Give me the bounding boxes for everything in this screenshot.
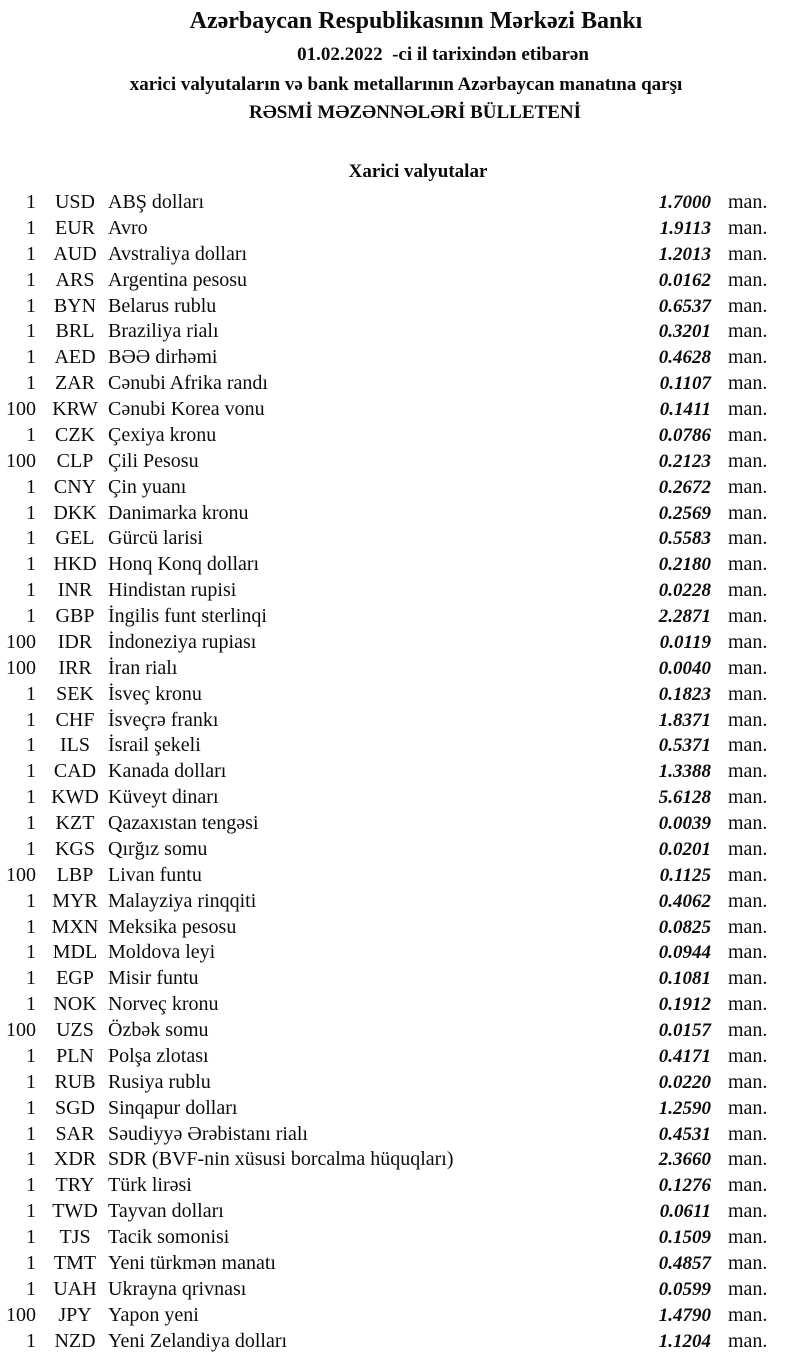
currency-code-cell: TWD [46, 1199, 104, 1225]
unit-cell: man. [728, 268, 772, 294]
quantity-cell: 1 [0, 345, 36, 371]
rate-value-cell: 0.1411 [660, 397, 711, 423]
currency-code-cell: BYN [46, 294, 104, 320]
unit-cell: man. [728, 1096, 772, 1122]
table-row [0, 1070, 800, 1096]
currency-code-cell: TJS [46, 1225, 104, 1251]
currency-code-cell: INR [46, 578, 104, 604]
currency-code-cell: NOK [46, 992, 104, 1018]
quantity-cell: 1 [0, 811, 36, 837]
table-row [0, 242, 800, 268]
rate-value-cell: 0.0944 [659, 940, 711, 966]
currency-name-cell: İran rialı [108, 656, 659, 682]
table-row [0, 526, 800, 552]
quantity-cell: 1 [0, 1147, 36, 1173]
table-row [0, 578, 800, 604]
unit-cell: man. [728, 1225, 772, 1251]
currency-name-cell: İsveç kronu [108, 682, 659, 708]
currency-code-cell: AED [46, 345, 104, 371]
currency-code-cell: EUR [46, 216, 104, 242]
quantity-cell: 1 [0, 526, 36, 552]
table-row [0, 1303, 800, 1329]
quantity-cell: 1 [0, 759, 36, 785]
table-row [0, 1096, 800, 1122]
table-row [0, 1044, 800, 1070]
quantity-cell: 1 [0, 242, 36, 268]
unit-cell: man. [728, 449, 772, 475]
rate-value-cell: 0.4628 [659, 345, 711, 371]
quantity-cell: 1 [0, 319, 36, 345]
quantity-cell: 1 [0, 915, 36, 941]
table-row [0, 1173, 800, 1199]
table-row [0, 992, 800, 1018]
rate-value-cell: 0.0228 [659, 578, 711, 604]
currency-name-cell: Malayziya rinqqiti [108, 889, 659, 915]
currency-name-cell: Ukrayna qrivnası [108, 1277, 659, 1303]
table-row [0, 371, 800, 397]
currency-code-cell: KRW [46, 397, 104, 423]
rate-value-cell: 0.1276 [659, 1173, 711, 1199]
rate-value-cell: 0.6537 [659, 294, 711, 320]
rate-value-cell: 0.2123 [659, 449, 711, 475]
unit-cell: man. [728, 630, 772, 656]
rate-value-cell: 0.0611 [660, 1199, 711, 1225]
currency-code-cell: XDR [46, 1147, 104, 1173]
rate-value-cell: 0.4531 [659, 1122, 711, 1148]
currency-name-cell: İndoneziya rupiası [108, 630, 660, 656]
rate-value-cell: 1.7000 [659, 190, 711, 216]
table-row [0, 759, 800, 785]
quantity-cell: 1 [0, 1044, 36, 1070]
currency-name-cell: İngilis funt sterlinqi [108, 604, 659, 630]
currency-code-cell: CNY [46, 475, 104, 501]
rate-value-cell: 0.4062 [659, 889, 711, 915]
quantity-cell: 1 [0, 940, 36, 966]
rate-value-cell: 1.8371 [659, 708, 711, 734]
rate-value-cell: 0.0201 [659, 837, 711, 863]
currency-name-cell: Polşa zlotası [108, 1044, 659, 1070]
quantity-cell: 1 [0, 268, 36, 294]
quantity-cell: 1 [0, 216, 36, 242]
unit-cell: man. [728, 397, 772, 423]
rate-value-cell: 0.0786 [659, 423, 711, 449]
currency-name-cell: Danimarka kronu [108, 501, 659, 527]
unit-cell: man. [728, 1173, 772, 1199]
table-row [0, 294, 800, 320]
unit-cell: man. [728, 475, 772, 501]
currency-name-cell: Çexiya kronu [108, 423, 659, 449]
currency-code-cell: ZAR [46, 371, 104, 397]
currency-name-cell: Cənubi Afrika randı [108, 371, 660, 397]
rate-value-cell: 0.0040 [659, 656, 711, 682]
currency-name-cell: Hindistan rupisi [108, 578, 659, 604]
rate-value-cell: 0.5583 [659, 526, 711, 552]
unit-cell: man. [728, 940, 772, 966]
currency-code-cell: TMT [46, 1251, 104, 1277]
currency-name-cell: Moldova leyi [108, 940, 659, 966]
table-row [0, 1329, 800, 1354]
currency-name-cell: Tayvan dolları [108, 1199, 660, 1225]
table-row [0, 837, 800, 863]
currency-name-cell: Meksika pesosu [108, 915, 659, 941]
rate-value-cell: 1.9113 [660, 216, 711, 242]
table-row [0, 268, 800, 294]
rates-table [0, 190, 800, 1354]
currency-code-cell: HKD [46, 552, 104, 578]
unit-cell: man. [728, 604, 772, 630]
bulletin-title: RƏSMİ MƏZƏNNƏLƏRİ BÜLLETENİ [15, 102, 800, 124]
unit-cell: man. [728, 889, 772, 915]
table-row [0, 708, 800, 734]
rate-value-cell: 0.4857 [659, 1251, 711, 1277]
currency-code-cell: KZT [46, 811, 104, 837]
currency-code-cell: AUD [46, 242, 104, 268]
unit-cell: man. [728, 1199, 772, 1225]
currency-code-cell: DKK [46, 501, 104, 527]
table-row [0, 501, 800, 527]
rate-value-cell: 0.1125 [660, 863, 711, 889]
rate-value-cell: 0.0039 [659, 811, 711, 837]
table-row [0, 449, 800, 475]
quantity-cell: 1 [0, 501, 36, 527]
quantity-cell: 100 [0, 449, 36, 475]
currency-code-cell: JPY [46, 1303, 104, 1329]
currency-code-cell: MYR [46, 889, 104, 915]
table-row [0, 889, 800, 915]
quantity-cell: 1 [0, 578, 36, 604]
currency-name-cell: Yeni türkmən manatı [108, 1251, 659, 1277]
unit-cell: man. [728, 966, 772, 992]
unit-cell: man. [728, 1044, 772, 1070]
currency-name-cell: Səudiyyə Ərəbistanı rialı [108, 1122, 659, 1148]
table-row [0, 785, 800, 811]
unit-cell: man. [728, 216, 772, 242]
currency-code-cell: CHF [46, 708, 104, 734]
currency-code-cell: LBP [46, 863, 104, 889]
quantity-cell: 1 [0, 190, 36, 216]
rate-value-cell: 1.2013 [659, 242, 711, 268]
rate-value-cell: 0.2180 [659, 552, 711, 578]
table-row [0, 1147, 800, 1173]
rate-value-cell: 0.0157 [659, 1018, 711, 1044]
currency-name-cell: Küveyt dinarı [108, 785, 659, 811]
bank-title: Azərbaycan Respublikasının Mərkəzi Bankı [16, 8, 800, 35]
quantity-cell: 100 [0, 397, 36, 423]
currency-code-cell: SAR [46, 1122, 104, 1148]
currency-code-cell: NZD [46, 1329, 104, 1354]
quantity-cell: 1 [0, 966, 36, 992]
currency-name-cell: Gürcü larisi [108, 526, 659, 552]
currency-name-cell: İsrail şekeli [108, 733, 659, 759]
currency-name-cell: Çili Pesosu [108, 449, 659, 475]
quantity-cell: 1 [0, 1096, 36, 1122]
unit-cell: man. [728, 759, 772, 785]
effective-date-line: 01.02.2022 -ci il tarixindən etibarən [43, 44, 800, 66]
unit-cell: man. [728, 552, 772, 578]
currency-code-cell: UAH [46, 1277, 104, 1303]
currency-name-cell: Livan funtu [108, 863, 660, 889]
currency-name-cell: Cənubi Korea vonu [108, 397, 660, 423]
unit-cell: man. [728, 190, 772, 216]
currency-name-cell: Belarus rublu [108, 294, 659, 320]
currency-code-cell: GBP [46, 604, 104, 630]
quantity-cell: 1 [0, 889, 36, 915]
unit-cell: man. [728, 526, 772, 552]
table-row [0, 423, 800, 449]
unit-cell: man. [728, 992, 772, 1018]
quantity-cell: 1 [0, 837, 36, 863]
currency-name-cell: Qırğız somu [108, 837, 659, 863]
table-row [0, 190, 800, 216]
quantity-cell: 100 [0, 1018, 36, 1044]
table-row [0, 656, 800, 682]
currency-name-cell: Tacik somonisi [108, 1225, 659, 1251]
currency-name-cell: Kanada dolları [108, 759, 659, 785]
subject-line: xarici valyutaların və bank metallarının Azərbaycan manatına qarşı [6, 74, 800, 96]
unit-cell: man. [728, 733, 772, 759]
currency-code-cell: UZS [46, 1018, 104, 1044]
table-row [0, 1122, 800, 1148]
quantity-cell: 100 [0, 656, 36, 682]
unit-cell: man. [728, 345, 772, 371]
rate-value-cell: 0.1912 [659, 992, 711, 1018]
currency-code-cell: MXN [46, 915, 104, 941]
unit-cell: man. [728, 242, 772, 268]
table-row [0, 1225, 800, 1251]
table-row [0, 630, 800, 656]
rate-value-cell: 0.2672 [659, 475, 711, 501]
unit-cell: man. [728, 1277, 772, 1303]
table-row [0, 1199, 800, 1225]
currency-code-cell: CZK [46, 423, 104, 449]
quantity-cell: 100 [0, 863, 36, 889]
rate-value-cell: 0.0119 [660, 630, 711, 656]
rate-value-cell: 0.1081 [659, 966, 711, 992]
currency-code-cell: KGS [46, 837, 104, 863]
unit-cell: man. [728, 423, 772, 449]
currency-name-cell: Yeni Zelandiya dolları [108, 1329, 659, 1354]
table-row [0, 1251, 800, 1277]
currency-code-cell: BRL [46, 319, 104, 345]
currency-name-cell: Rusiya rublu [108, 1070, 659, 1096]
unit-cell: man. [728, 1303, 772, 1329]
rate-value-cell: 0.0162 [659, 268, 711, 294]
table-row [0, 940, 800, 966]
unit-cell: man. [728, 578, 772, 604]
quantity-cell: 1 [0, 708, 36, 734]
rate-value-cell: 0.1509 [659, 1225, 711, 1251]
currency-code-cell: RUB [46, 1070, 104, 1096]
currency-code-cell: EGP [46, 966, 104, 992]
currency-code-cell: ILS [46, 733, 104, 759]
table-row [0, 682, 800, 708]
currency-code-cell: KWD [46, 785, 104, 811]
currency-name-cell: Braziliya rialı [108, 319, 659, 345]
quantity-cell: 1 [0, 1329, 36, 1354]
quantity-cell: 1 [0, 475, 36, 501]
currency-name-cell: Avstraliya dolları [108, 242, 659, 268]
currency-name-cell: Honq Konq dolları [108, 552, 659, 578]
rate-value-cell: 2.3660 [659, 1147, 711, 1173]
rate-value-cell: 0.1823 [659, 682, 711, 708]
quantity-cell: 1 [0, 1070, 36, 1096]
table-row [0, 811, 800, 837]
unit-cell: man. [728, 1070, 772, 1096]
quantity-cell: 1 [0, 1277, 36, 1303]
section-title-foreign-currencies: Xarici valyutalar [18, 161, 800, 183]
unit-cell: man. [728, 708, 772, 734]
quantity-cell: 1 [0, 552, 36, 578]
quantity-cell: 1 [0, 423, 36, 449]
currency-code-cell: ARS [46, 268, 104, 294]
rate-value-cell: 0.5371 [659, 733, 711, 759]
quantity-cell: 100 [0, 630, 36, 656]
currency-name-cell: BƏƏ dirhəmi [108, 345, 659, 371]
unit-cell: man. [728, 1251, 772, 1277]
currency-name-cell: Çin yuanı [108, 475, 659, 501]
rate-value-cell: 0.3201 [659, 319, 711, 345]
currency-name-cell: Qazaxıstan tengəsi [108, 811, 659, 837]
currency-name-cell: İsveçrə frankı [108, 708, 659, 734]
currency-code-cell: IRR [46, 656, 104, 682]
rate-value-cell: 0.0599 [659, 1277, 711, 1303]
unit-cell: man. [728, 501, 772, 527]
table-row [0, 475, 800, 501]
currency-code-cell: PLN [46, 1044, 104, 1070]
currency-name-cell: Sinqapur dolları [108, 1096, 659, 1122]
quantity-cell: 1 [0, 992, 36, 1018]
currency-name-cell: Yapon yeni [108, 1303, 659, 1329]
currency-name-cell: Türk lirəsi [108, 1173, 659, 1199]
currency-code-cell: GEL [46, 526, 104, 552]
unit-cell: man. [728, 319, 772, 345]
table-row [0, 552, 800, 578]
currency-code-cell: TRY [46, 1173, 104, 1199]
rate-value-cell: 0.1107 [660, 371, 711, 397]
quantity-cell: 1 [0, 294, 36, 320]
currency-name-cell: Misir funtu [108, 966, 659, 992]
table-row [0, 733, 800, 759]
currency-code-cell: SEK [46, 682, 104, 708]
currency-code-cell: CAD [46, 759, 104, 785]
table-row [0, 604, 800, 630]
unit-cell: man. [728, 785, 772, 811]
currency-code-cell: SGD [46, 1096, 104, 1122]
unit-cell: man. [728, 811, 772, 837]
table-row [0, 1277, 800, 1303]
table-row [0, 216, 800, 242]
currency-code-cell: IDR [46, 630, 104, 656]
currency-name-cell: Norveç kronu [108, 992, 659, 1018]
rate-value-cell: 2.2871 [659, 604, 711, 630]
unit-cell: man. [728, 1147, 772, 1173]
quantity-cell: 1 [0, 1225, 36, 1251]
table-row [0, 397, 800, 423]
rate-value-cell: 0.2569 [659, 501, 711, 527]
currency-code-cell: CLP [46, 449, 104, 475]
currency-name-cell: Özbək somu [108, 1018, 659, 1044]
quantity-cell: 1 [0, 604, 36, 630]
quantity-cell: 1 [0, 733, 36, 759]
table-row [0, 915, 800, 941]
rate-value-cell: 5.6128 [659, 785, 711, 811]
rate-value-cell: 0.0825 [659, 915, 711, 941]
quantity-cell: 1 [0, 1199, 36, 1225]
rate-value-cell: 0.4171 [659, 1044, 711, 1070]
currency-name-cell: Argentina pesosu [108, 268, 659, 294]
rate-value-cell: 1.3388 [659, 759, 711, 785]
quantity-cell: 1 [0, 371, 36, 397]
unit-cell: man. [728, 915, 772, 941]
table-row [0, 345, 800, 371]
unit-cell: man. [728, 863, 772, 889]
currency-code-cell: USD [46, 190, 104, 216]
currency-name-cell: SDR (BVF-nin xüsusi borcalma hüquqları) [108, 1147, 659, 1173]
currency-name-cell: Avro [108, 216, 660, 242]
table-row [0, 319, 800, 345]
table-row [0, 966, 800, 992]
unit-cell: man. [728, 371, 772, 397]
unit-cell: man. [728, 837, 772, 863]
quantity-cell: 1 [0, 1173, 36, 1199]
unit-cell: man. [728, 1122, 772, 1148]
unit-cell: man. [728, 1329, 772, 1354]
quantity-cell: 1 [0, 1251, 36, 1277]
quantity-cell: 1 [0, 682, 36, 708]
unit-cell: man. [728, 682, 772, 708]
table-row [0, 1018, 800, 1044]
unit-cell: man. [728, 656, 772, 682]
rate-value-cell: 0.0220 [659, 1070, 711, 1096]
currency-name-cell: ABŞ dolları [108, 190, 659, 216]
unit-cell: man. [728, 1018, 772, 1044]
currency-code-cell: MDL [46, 940, 104, 966]
quantity-cell: 1 [0, 785, 36, 811]
quantity-cell: 1 [0, 1122, 36, 1148]
unit-cell: man. [728, 294, 772, 320]
quantity-cell: 100 [0, 1303, 36, 1329]
rate-value-cell: 1.2590 [659, 1096, 711, 1122]
rate-value-cell: 1.1204 [659, 1329, 711, 1354]
table-row [0, 863, 800, 889]
rate-value-cell: 1.4790 [659, 1303, 711, 1329]
